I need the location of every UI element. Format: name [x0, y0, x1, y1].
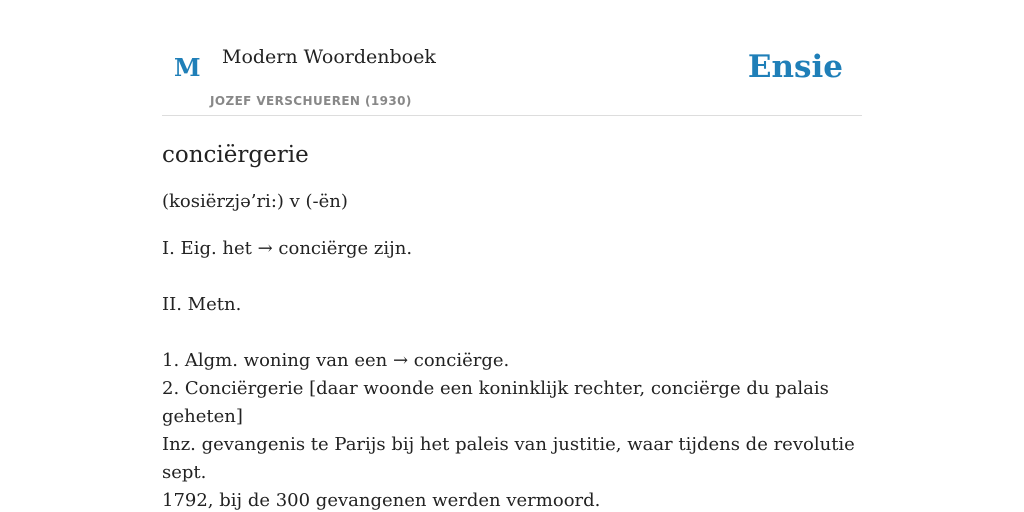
definition-line: 2. Conciërgerie [daar woonde een koninklijk rechter, conciërge du palais geheten] — [162, 378, 829, 427]
entry-headword: conciërgerie — [162, 142, 309, 168]
entry-pronunciation: (kosiërzjə’ri:) v (-ën) — [162, 191, 348, 212]
definition-line: I. Eig. het → conciërge zijn. — [162, 238, 413, 259]
dictionary-author: JOZEF VERSCHUEREN (1930) — [210, 94, 412, 108]
definition-line: II. Metn. — [162, 294, 242, 315]
definition-line: 1792, bij de 300 gevangenen werden vermoord. — [162, 490, 601, 511]
ensie-logo-link[interactable]: Ensie — [747, 49, 843, 85]
dictionary-entry — [162, 140, 862, 512]
dictionary-title: Modern Woordenboek — [222, 46, 436, 68]
definition-line: Inz. gevangenis te Parijs bij het paleis van justitie, waar tijdens de revolutie sept. — [162, 434, 855, 483]
entry-definition — [162, 235, 862, 512]
dictionary-logo-link[interactable]: M — [174, 53, 201, 82]
header — [162, 0, 862, 116]
page — [162, 0, 862, 512]
definition-line: 1. Algm. woning van een → conciërge. — [162, 350, 510, 371]
